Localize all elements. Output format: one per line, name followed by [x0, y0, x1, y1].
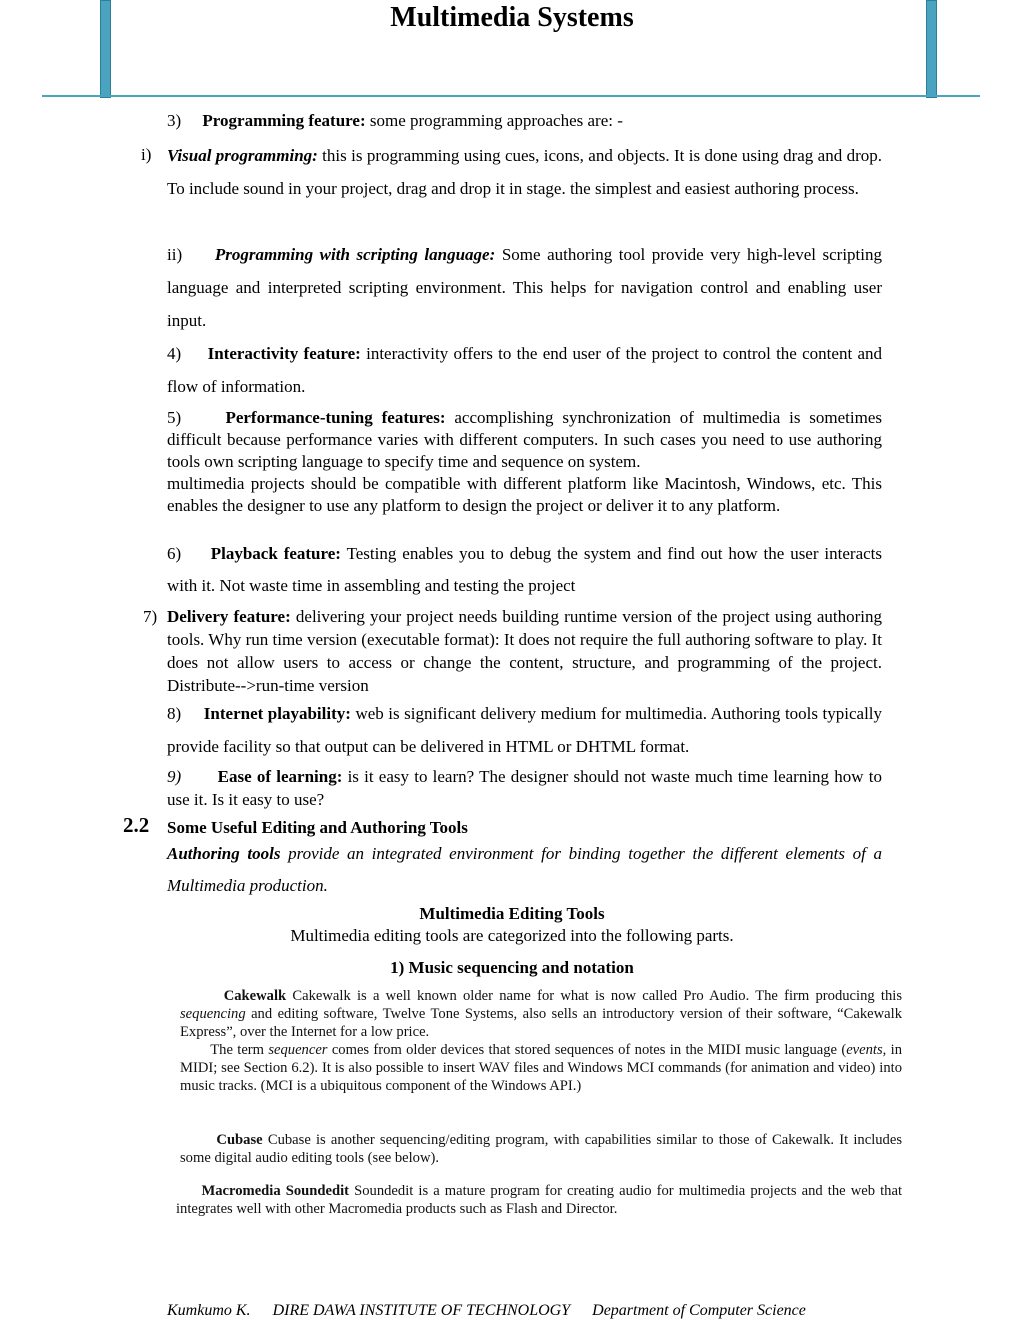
editing-subheading: Multimedia editing tools are categorized into the following parts.: [290, 926, 734, 945]
item-text: accomplishing synchronization of multimedia is sometimes difficult because performance varies with different computers. In such cases you need to use authoring tools own scripting language to specify time and sequence on system.: [167, 408, 883, 471]
item-term: Interactivity feature:: [207, 344, 361, 363]
editing-heading: Multimedia Editing Tools: [419, 904, 605, 923]
item-performance-tuning: [167, 407, 882, 517]
item-playback-feature: [167, 538, 882, 602]
section-intro-term: Authoring tools: [167, 844, 281, 863]
item-number: 7): [143, 607, 158, 626]
section-intro-text: provide an integrated environment for binding together the different elements of a Multimedia production.: [167, 844, 882, 895]
footer-department: Department of Computer Science: [592, 1302, 806, 1319]
section-title: [167, 817, 882, 839]
item-delivery-feature: [167, 605, 882, 697]
item-text: interactivity offers to the end user of the project to control the content and flow of information.: [167, 344, 883, 396]
soundedit-term: Macromedia Soundedit: [201, 1183, 350, 1199]
item-number: 9): [167, 767, 182, 786]
section-heading: Some Useful Editing and Authoring Tools: [167, 818, 468, 837]
cakewalk-emphasis-2: sequencer: [268, 1042, 328, 1058]
item-text-continued: multimedia projects should be compatible with different platform like Macintosh, Windows, etc. This enables the designer to use any platform to design the project or deliver it to any platform.: [167, 474, 882, 515]
item-programming-feature: [167, 108, 882, 134]
item-number: 4): [167, 344, 182, 363]
item-term: Programming feature:: [202, 111, 366, 130]
item-term: Delivery feature:: [167, 607, 291, 626]
item-number: i): [141, 145, 152, 164]
item-text: web is significant delivery medium for multimedia. Authoring tools typically provide facility so that output can be delivered in HTML or DHTML format.: [167, 704, 883, 756]
item-ease-of-learning: [167, 765, 882, 811]
item-text: this is programming using cues, icons, and objects. It is done using drag and drop. To include sound in your project, drag and drop it in stage. the simplest and easiest authoring process.: [167, 146, 882, 198]
item-text: Some authoring tool provide very high-level scripting language and interpreted scripting environment. This helps for navigation control and enabling user input.: [167, 245, 883, 330]
cakewalk-paragraph: [180, 987, 902, 1095]
item-text: is it easy to learn? The designer should not waste much time learning how to use it. Is it easy to use?: [167, 767, 882, 809]
item-interactivity-feature: [167, 337, 882, 403]
cubase-paragraph: [180, 1131, 902, 1167]
item-scripting-language: [167, 238, 882, 337]
section-number: 2.2: [123, 813, 150, 837]
item-number: ii): [167, 245, 183, 264]
cakewalk-text: Cakewalk is a well known older name for what is now called Pro Audio. The firm producing this: [286, 988, 902, 1004]
page-title: Multimedia Systems: [390, 2, 634, 33]
item-term: Internet playability:: [203, 704, 351, 723]
cubase-text: Cubase is another sequencing/editing program, with capabilities similar to those of Cakewalk. It includes some digital audio editing tools (see below).: [180, 1132, 903, 1166]
item-term: Programming with scripting language:: [214, 245, 496, 264]
cakewalk-text-2: and editing software, Twelve Tone Systems, also sells an introductory version of their software, “Cakewalk Express”, over the Internet for a low price.: [180, 1006, 902, 1040]
item-number: 5): [167, 408, 182, 427]
section-intro: [167, 838, 882, 902]
cakewalk-emphasis: sequencing: [180, 1006, 246, 1022]
header-divider: [42, 95, 980, 97]
cubase-term: Cubase: [216, 1132, 263, 1148]
cakewalk-text-4: comes from older devices that stored sequences of notes in the MIDI music language (: [327, 1042, 847, 1058]
item-number: 3): [167, 111, 182, 130]
item-term: Playback feature:: [210, 544, 341, 563]
cakewalk-text-3: The term: [210, 1042, 269, 1058]
item-text: delivering your project needs building runtime version of the project using authoring tools. Why run time version (executable format): It does not require the full authoring software to play. It does not allow users to access or change the content, structure, and programming of the project. Distribute-->run-time version: [167, 607, 882, 695]
item-term: Performance-tuning features:: [225, 408, 446, 427]
item-number: 8): [167, 704, 182, 723]
item-text: Testing enables you to debug the system and find out how the user interacts with it. Not waste time in assembling and testing the project: [167, 544, 883, 595]
item-internet-playability: [167, 697, 882, 763]
item-visual-programming: [167, 139, 882, 205]
footer-institute: DIRE DAWA INSTITUTE OF TECHNOLOGY: [272, 1302, 571, 1319]
item-term: Visual programming:: [167, 146, 318, 165]
cakewalk-emphasis-3: events: [846, 1042, 883, 1058]
cakewalk-text-5: , in MIDI; see Section 6.2). It is also possible to insert WAV files and Windows MCI commands (for animation and video) into music tracks. (MCI is a ubiquitous component of the Windows API.): [180, 1042, 902, 1094]
soundedit-paragraph: [176, 1182, 902, 1218]
item-number: 6): [167, 544, 182, 563]
soundedit-text: Soundedit is a mature program for creating audio for multimedia projects and the web that integrates well with other Macromedia products such as Flash and Director.: [176, 1183, 902, 1217]
cakewalk-term: Cakewalk: [223, 988, 287, 1004]
footer-author: Kumkumo K.: [167, 1302, 251, 1319]
item-text: some programming approaches are: -: [365, 111, 623, 130]
music-heading: 1) Music sequencing and notation: [390, 958, 634, 977]
page-footer: [167, 1302, 828, 1320]
item-term: Ease of learning:: [217, 767, 343, 786]
